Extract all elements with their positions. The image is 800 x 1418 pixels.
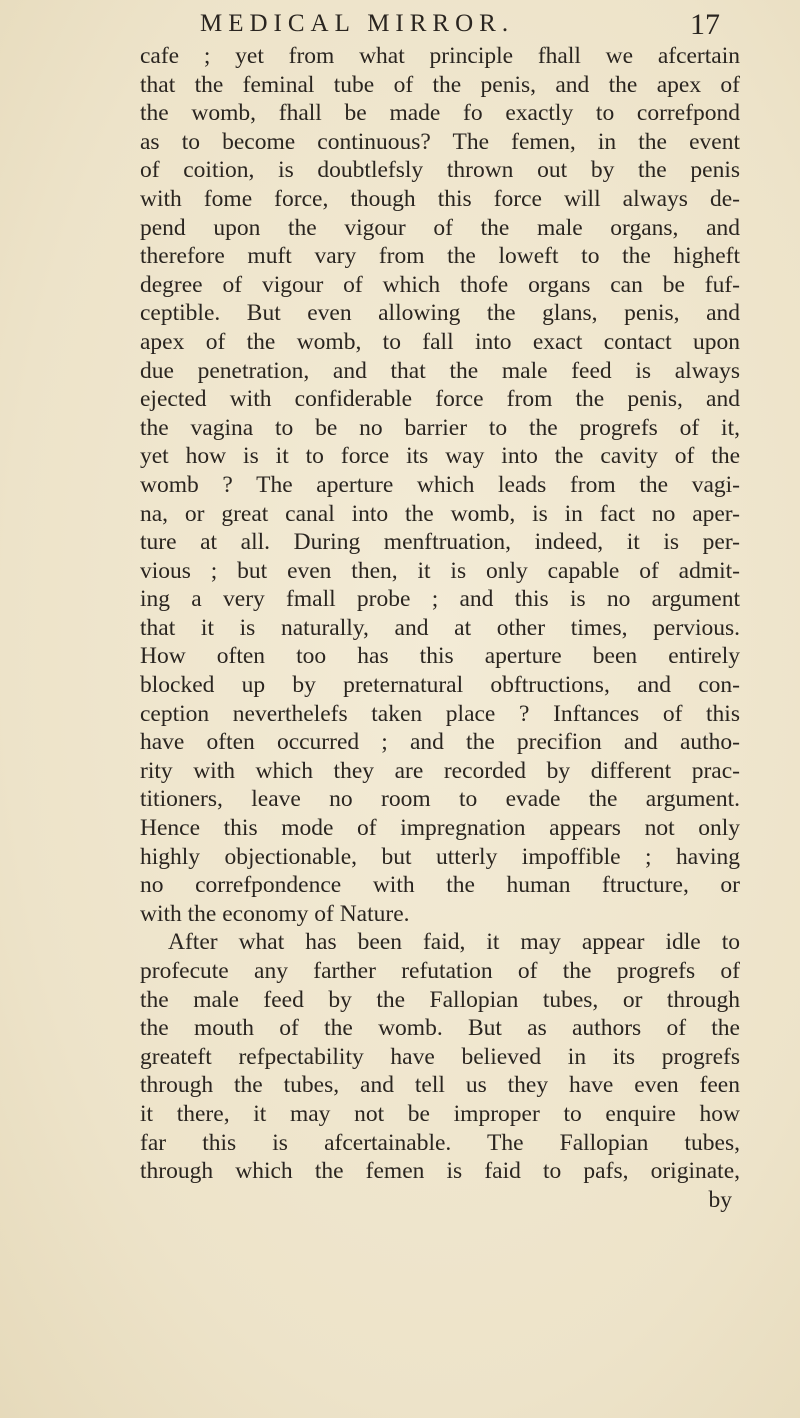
- text-line: cafe ; yet from what principle fhall we afcertain: [140, 43, 740, 69]
- text-line: ceptible. But even allowing the glans, penis, and: [140, 300, 740, 327]
- text-line: far this is afcertainable. The Fallopian tubes,: [140, 1129, 740, 1156]
- running-head: MEDICAL MIRROR.: [200, 10, 515, 37]
- text-line: degree of vigour of which thofe organs can be fuf-: [140, 271, 740, 298]
- text-line: the vagina to be no barrier to the progrefs of it,: [140, 414, 740, 441]
- page-number: 17: [690, 8, 720, 41]
- text-line: rity with which they are recorded by different prac-: [140, 757, 740, 784]
- text-line: na, or great canal into the womb, is in fact no aper-: [140, 500, 740, 527]
- text-line: ejected with confiderable force from the penis, and: [140, 386, 740, 413]
- text-line: profecute any farther refutation of the progrefs of: [140, 958, 740, 984]
- text-line: with fome force, though this force will always de-: [140, 185, 740, 212]
- text-line: as to become continuous? The femen, in the event: [140, 128, 740, 155]
- text-line: that it is naturally, and at other times, pervious.: [140, 614, 740, 641]
- text-line: highly objectionable, but utterly impoffible ; having: [140, 843, 740, 870]
- text-line: After what has been faid, it may appear idle to: [168, 929, 740, 956]
- text-line: Hence this mode of impregnation appears not only: [140, 815, 740, 842]
- text-line: apex of the womb, to fall into exact contact upon: [140, 328, 740, 355]
- text-line: titioners, leave no room to evade the argument.: [140, 786, 740, 813]
- text-line: womb ? The aperture which leads from the vagi-: [140, 471, 740, 498]
- text-line: through which the femen is faid to pafs, originate,: [140, 1158, 740, 1185]
- text-line: greateft refpectability have believed in its progrefs: [140, 1043, 740, 1070]
- page-header: [190, 4, 720, 40]
- text-line: vious ; but even then, it is only capable of admit-: [140, 557, 740, 584]
- text-line: the mouth of the womb. But as authors of the: [140, 1015, 740, 1042]
- text-line: How often too has this aperture been entirely: [140, 643, 740, 670]
- text-line: no correfpondence with the human ftructure, or: [140, 872, 740, 899]
- text-line: with the economy of Nature.: [140, 900, 410, 927]
- body-text: [140, 42, 740, 1214]
- text-line: blocked up by preternatural obftructions, and con-: [140, 672, 740, 699]
- text-line: therefore muft vary from the loweft to the higheft: [140, 243, 740, 270]
- text-line: pend upon the vigour of the male organs, and: [140, 214, 740, 241]
- text-line: it there, it may not be improper to enquire how: [140, 1100, 740, 1127]
- text-line: through the tubes, and tell us they have even feen: [140, 1072, 740, 1099]
- text-line: the male feed by the Fallopian tubes, or through: [140, 986, 740, 1013]
- text-line: ing a very fmall probe ; and this is no argument: [140, 586, 740, 613]
- text-line: ture at all. During menftruation, indeed, it is per-: [140, 529, 740, 556]
- text-line: have often occurred ; and the precifion and autho-: [140, 729, 740, 756]
- text-line: that the feminal tube of the penis, and the apex of: [140, 71, 740, 98]
- text-line: due penetration, and that the male feed is always: [140, 357, 740, 384]
- catchword: by: [708, 1186, 732, 1213]
- text-line: of coition, is doubtlefsly thrown out by the penis: [140, 157, 740, 184]
- text-line: ception neverthelefs taken place ? Inftances of this: [140, 700, 740, 727]
- text-line: yet how is it to force its way into the cavity of the: [140, 443, 740, 470]
- text-line: the womb, fhall be made fo exactly to correfpond: [140, 100, 740, 127]
